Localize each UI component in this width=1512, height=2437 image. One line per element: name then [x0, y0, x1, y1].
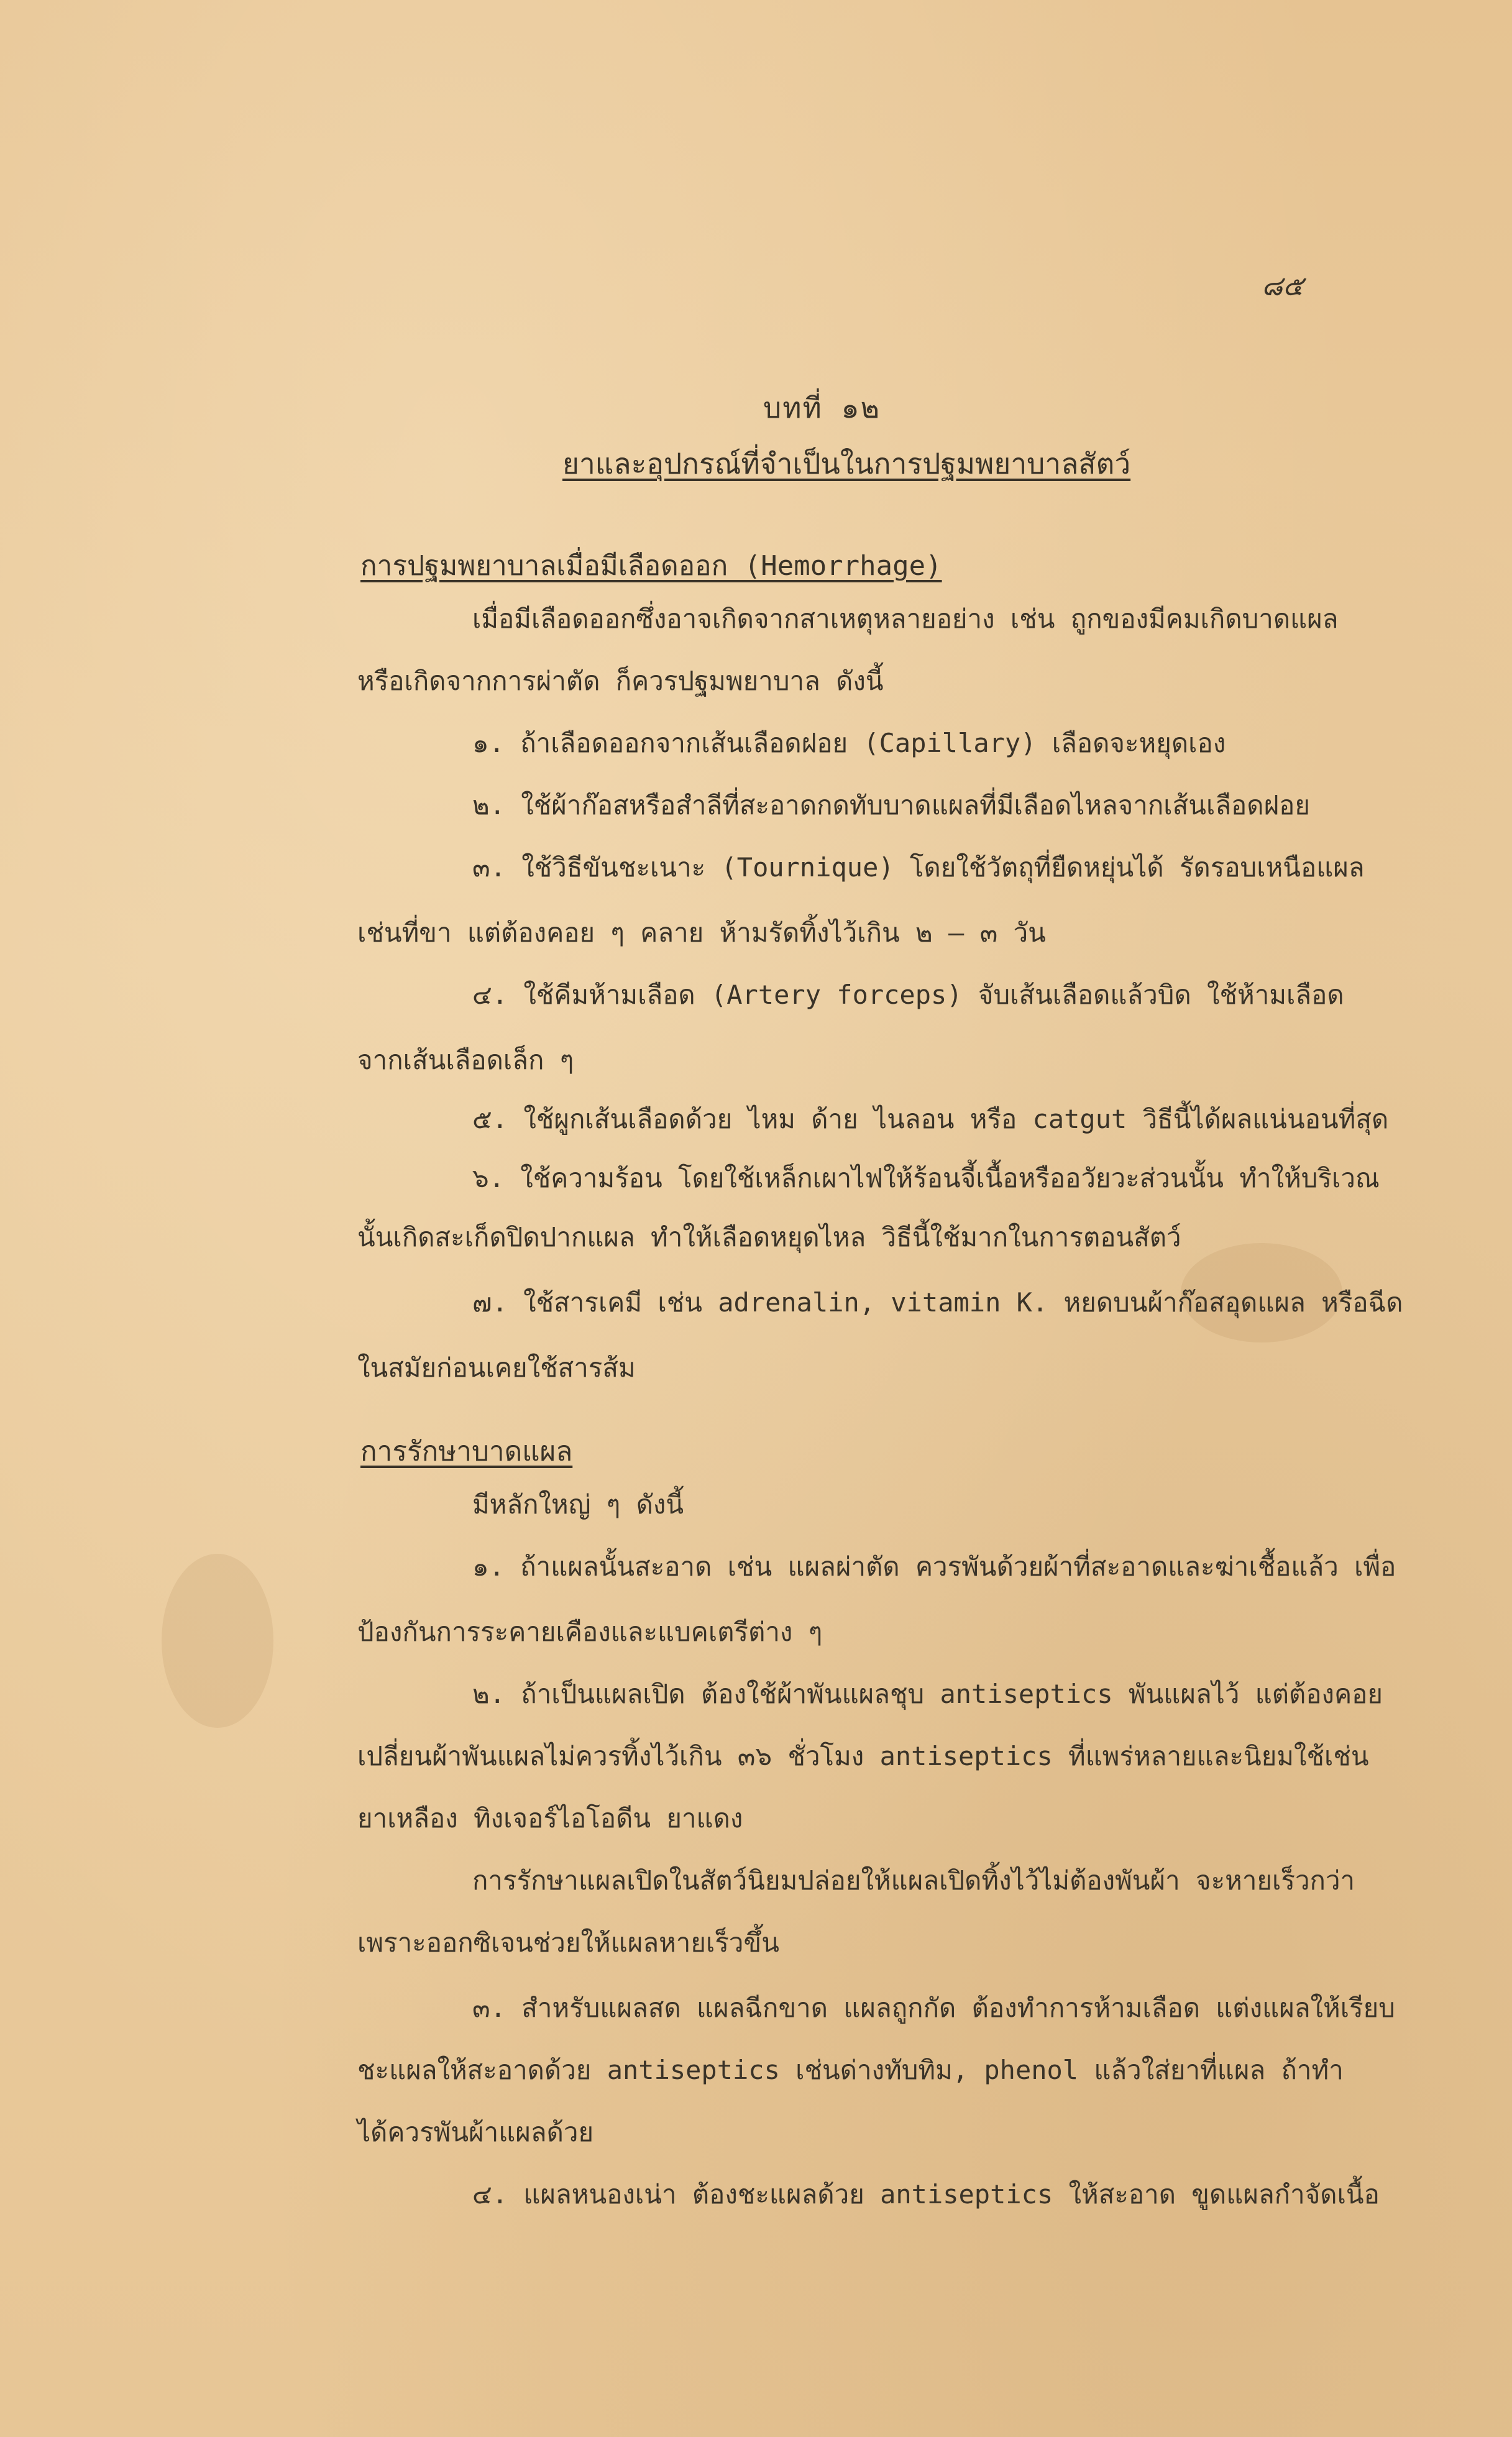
paragraph-line: เปลี่ยนผ้าพันแผลไม่ควรทิ้งไว้เกิน ๓๖ ชั่วโมง antiseptics ที่แพร่หลายและนิยมใช้เช่น — [357, 1741, 1369, 1771]
paragraph-line: ป้องกันการระคายเคืองและแบคเตรีต่าง ๆ — [357, 1617, 823, 1647]
section-heading-wound-care: การรักษาบาดแผล — [360, 1436, 573, 1467]
list-item: ๔. แผลหนองเน่า ต้องชะแผลด้วย antiseptics ให้สะอาด ขูดแผลกำจัดเนื้อ — [472, 2179, 1380, 2210]
list-item: ๓. สำหรับแผลสด แผลฉีกขาด แผลถูกกัด ต้องทำการห้ามเลือด แต่งแผลให้เรียบ — [472, 1993, 1395, 2023]
list-item: ๑. ถ้าแผลนั้นสะอาด เช่น แผลผ่าตัด ควรพันด้วยผ้าที่สะอาดและฆ่าเชื้อแล้ว เพื่อ — [472, 1551, 1396, 1582]
paragraph-line: ชะแผลให้สะอาดด้วย antiseptics เช่นด่างทับทิม, phenol แล้วใส่ยาที่แผล ถ้าทำ — [357, 2055, 1344, 2085]
chapter-title: ยาและอุปกรณ์ที่จำเป็นในการปฐมพยาบาลสัตว์ — [562, 447, 1131, 480]
paragraph-line: ยาเหลือง ทิงเจอร์ไอโอดีน ยาแดง — [357, 1803, 743, 1833]
list-item: ๑. ถ้าเลือดออกจากเส้นเลือดฝอย (Capillary) เลือดจะหยุดเอง — [472, 728, 1226, 758]
paragraph-line: จากเส้นเลือดเล็ก ๆ — [357, 1045, 574, 1075]
list-item: ๓. ใช้วิธีขันชะเนาะ (Tournique) โดยใช้วัตถุที่ยืดหยุ่นได้ รัดรอบเหนือแผล — [472, 852, 1365, 883]
list-item: ๕. ใช้ผูกเส้นเลือดด้วย ไหม ด้าย ไนลอน หรือ catgut วิธีนี้ได้ผลแน่นอนที่สุด — [472, 1104, 1389, 1134]
paragraph-line: หรือเกิดจากการผ่าตัด ก็ควรปฐมพยาบาล ดังนี้ — [357, 666, 884, 696]
paragraph-line: นั้นเกิดสะเก็ดปิดปากแผล ทำให้เลือดหยุดไหล วิธีนี้ใช้มากในการตอนสัตว์ — [357, 1222, 1181, 1252]
paragraph-line: เช่นที่ขา แต่ต้องคอย ๆ คลาย ห้ามรัดทิ้งไว้เกิน ๒ – ๓ วัน — [357, 917, 1046, 948]
list-item: ๔. ใช้คีมห้ามเลือด (Artery forceps) จับเส้นเลือดแล้วบิด ใช้ห้ามเลือด — [472, 980, 1344, 1010]
list-item: ๒. ใช้ผ้าก๊อสหรือสำลีที่สะอาดกดทับบาดแผลที่มีเลือดไหลจากเส้นเลือดฝอย — [472, 790, 1310, 820]
paper-stain — [162, 1554, 273, 1728]
paragraph-line: เมื่อมีเลือดออกซึ่งอาจเกิดจากสาเหตุหลายอย่าง เช่น ถูกของมีคมเกิดบาดแผล — [472, 604, 1339, 634]
paragraph-line: ในสมัยก่อนเคยใช้สารส้ม — [357, 1352, 636, 1383]
list-item: ๖. ใช้ความร้อน โดยใช้เหล็กเผาไฟให้ร้อนจี้เนื้อหรืออวัยวะส่วนนั้น ทำให้บริเวณ — [472, 1163, 1380, 1193]
paragraph-line: มีหลักใหญ่ ๆ ดังนี้ — [472, 1489, 684, 1520]
paragraph-line: การรักษาแผลเปิดในสัตว์นิยมปล่อยให้แผลเปิดทิ้งไว้ไม่ต้องพันผ้า จะหายเร็วกว่า — [472, 1865, 1355, 1896]
list-item: ๗. ใช้สารเคมี เช่น adrenalin, vitamin K. หยดบนผ้าก๊อสอุดแผล หรือฉีด — [472, 1287, 1403, 1318]
section-heading-hemorrhage: การปฐมพยาบาลเมื่อมีเลือดออก (Hemorrhage) — [360, 550, 942, 582]
page-number: ๘๕ — [1262, 270, 1304, 302]
list-item: ๒. ถ้าเป็นแผลเปิด ต้องใช้ผ้าพันแผลชุบ antiseptics พันแผลไว้ แต่ต้องคอย — [472, 1679, 1383, 1709]
chapter-label: บทที่ ๑๒ — [763, 391, 881, 425]
paragraph-line: ได้ควรพันผ้าแผลด้วย — [357, 2117, 594, 2147]
paragraph-line: เพราะออกซิเจนช่วยให้แผลหายเร็วขึ้น — [357, 1927, 779, 1958]
